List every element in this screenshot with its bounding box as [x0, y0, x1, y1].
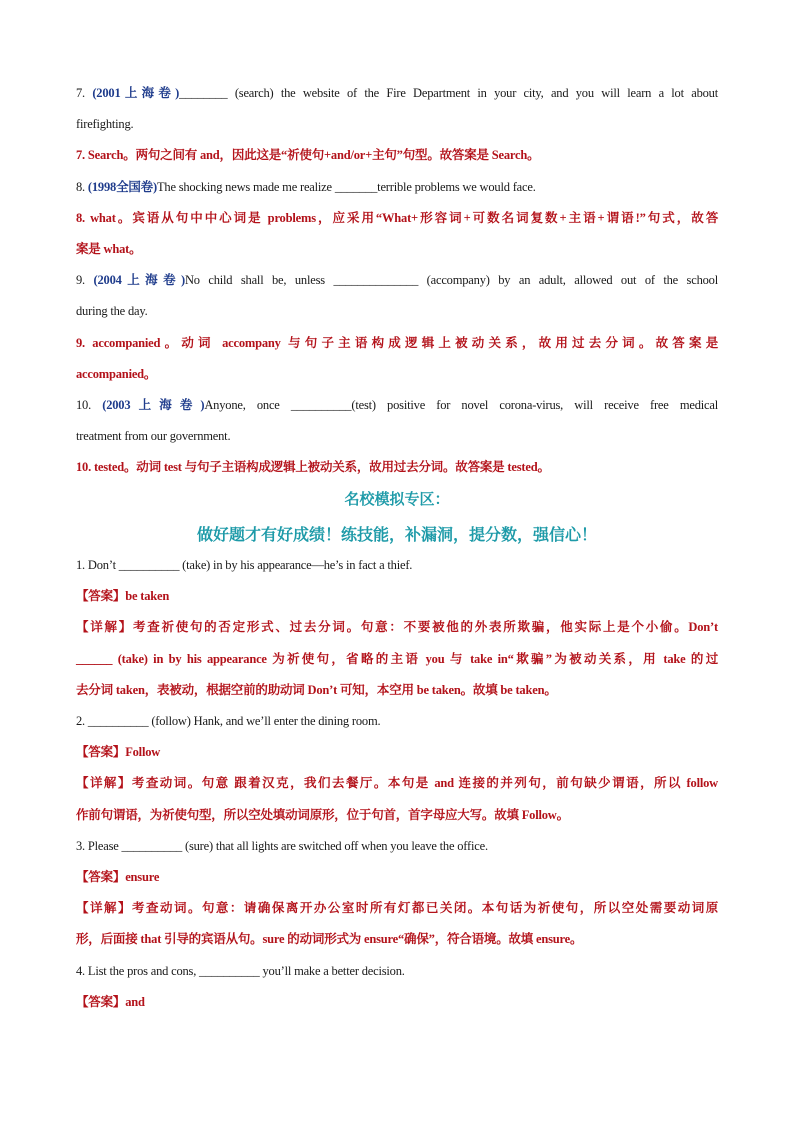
question-7-line-2: firefighting.: [76, 117, 134, 132]
section-title: 名校模拟专区：: [344, 489, 450, 508]
question-9-line-2: during the day.: [76, 304, 148, 319]
answer-7: 7. Search。两句之间有 and，因此这是“祈使句+and/or+主句”句型。故答案是 Search。: [76, 148, 540, 163]
question-10-line-1: 10. (2003上海卷)Anyone, once __________(test) positive for novel corona-virus, will receive free medical: [76, 398, 718, 413]
question-8: 8. (1998全国卷)The shocking news made me realize _______terrible problems we would face.: [76, 179, 536, 194]
answer-9-line-2: accompanied。: [76, 366, 157, 381]
sim-question-1: 1. Don’t __________ (take) in by his appearance—he’s in fact a thief.: [76, 558, 413, 573]
sim-answer-2: 【答案】Follow: [76, 745, 161, 760]
answer-10: 10. tested。动词 test 与句子主语构成逻辑上被动关系，故用过去分词。故答案是 tested。: [76, 460, 550, 475]
sim-question-3: 3. Please __________ (sure) that all lights are switched off when you leave the office.: [76, 838, 488, 853]
answer-8-line-2: 案是 what。: [76, 242, 142, 257]
question-9-line-1: 9. (2004上海卷)No child shall be, unless ______________ (accompany) by an adult, allowed out of the school: [76, 273, 718, 288]
sim-detail-2-line-2: 作前句谓语，为祈使句型，所以空处填动词原形，位于句首，首字母应大写。故填 Follow。: [76, 807, 569, 822]
sim-answer-3: 【答案】ensure: [76, 870, 160, 885]
answer-8-line-1: 8. what。宾语从句中中心词是 problems，应采用“What+形容词+可数名词复数+主语+谓语!”句式，故答: [76, 210, 718, 225]
source-tag: (2003上海卷): [102, 398, 205, 413]
sim-detail-3-line-1: 【详解】考查动词。句意：请确保离开办公室时所有灯都已关闭。本句话为祈使句，所以空处需要动词原: [76, 901, 718, 916]
sim-detail-2-line-1: 【详解】考查动词。句意 跟着汉克，我们去餐厅。本句是 and 连接的并列句，前句缺少谓语，所以 follow: [76, 776, 718, 791]
sim-detail-1-line-1: 【详解】考查祈使句的否定形式、过去分词。句意：不要被他的外表所欺骗，他实际上是个小偷。Don’t: [76, 620, 718, 635]
question-7-line-1: 7. (2001上海卷)________ (search) the website of the Fire Department in your city, and you will learn a lot about: [76, 86, 718, 100]
sim-answer-4: 【答案】and: [76, 994, 145, 1009]
sim-question-4: 4. List the pros and cons, __________ you’ll make a better decision.: [76, 963, 405, 978]
question-10-line-2: treatment from our government.: [76, 429, 231, 444]
sim-question-2: 2. __________ (follow) Hank, and we’ll enter the dining room.: [76, 714, 381, 729]
source-tag: (1998全国卷): [87, 179, 157, 194]
sim-answer-1: 【答案】be taken: [76, 589, 170, 604]
document-page: [76, 78, 718, 1018]
sim-detail-1-line-2: ______ (take) in by his appearance 为祈使句，省略的主语 you 与 take in“欺骗”为被动关系，用 take 的过: [76, 651, 718, 666]
section-slogan: 做好题才有好成绩！练技能，补漏洞，提分数，强信心！: [196, 524, 597, 544]
source-tag: (2004上海卷): [93, 273, 185, 288]
answer-9-line-1: 9. accompanied。动词 accompany 与句子主语构成逻辑上被动关系，故用过去分词。故答案是: [76, 335, 718, 350]
sim-detail-1-line-3: 去分词 taken，表被动，根据空前的助动词 Don’t 可知，本空用 be taken。故填 be taken。: [76, 682, 557, 697]
sim-detail-3-line-2: 形，后面接 that 引导的宾语从句。sure 的动词形式为 ensure“确保”，符合语境。故填 ensure。: [76, 932, 583, 947]
source-tag: (2001上海卷): [92, 86, 180, 100]
